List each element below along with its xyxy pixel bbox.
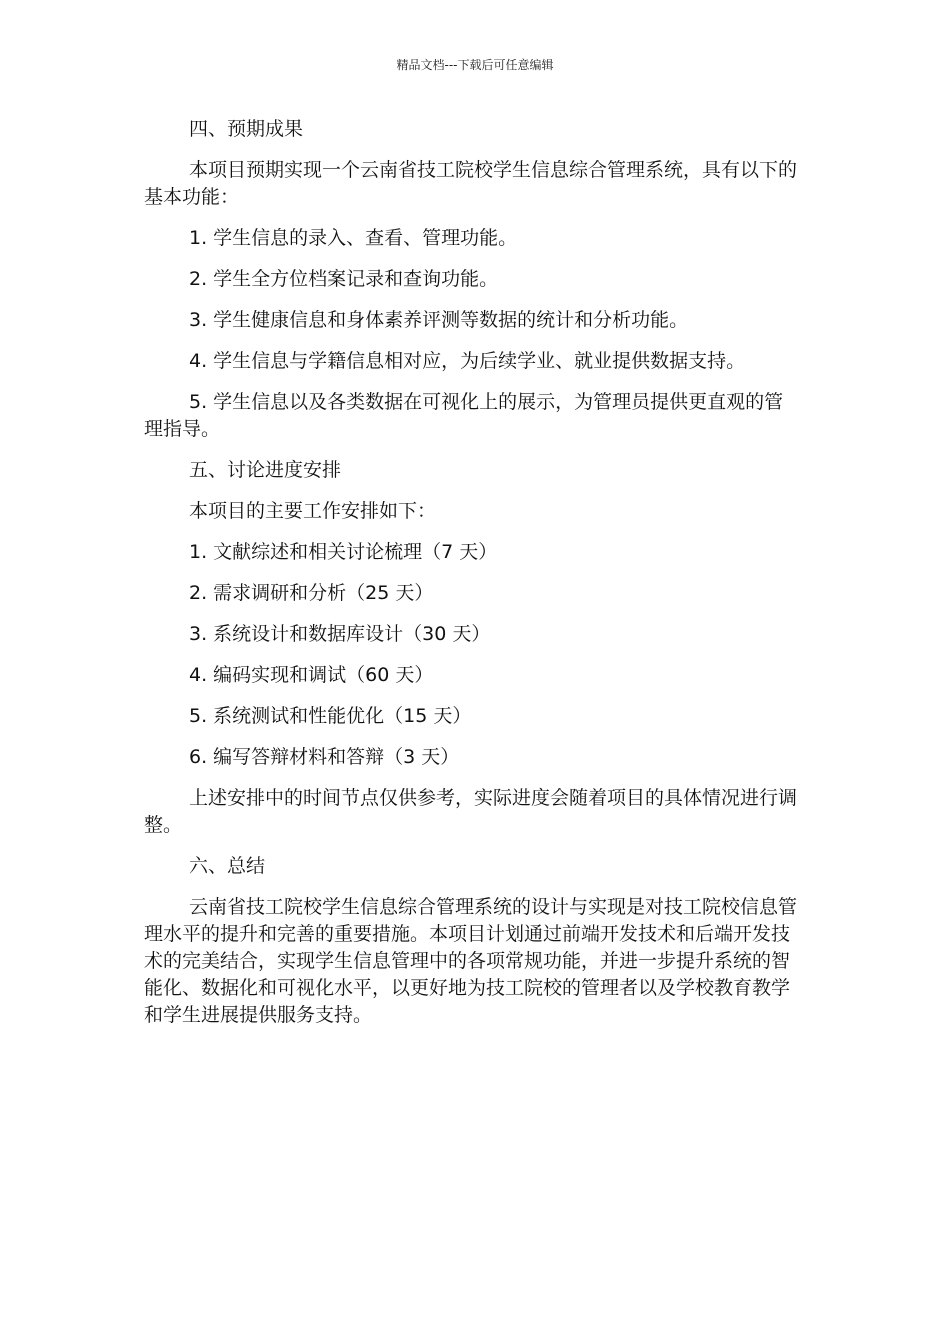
document-body (144, 116, 800, 1043)
section-heading-expected-results: 四、预期成果 (189, 118, 304, 140)
paragraph-summary: 云南省技工院校学生信息综合管理系统的设计与实现是对技工院校信息管理水平的提升和完善的重要措施。本项目计划通过前端开发技术和后端开发技术的完美结合，实现学生信息管理中的各项常规功能，并进一步提升系统的智能化、数据化和可视化水平，以更好地为技工院校的管理者以及学校教育教学和学生进展提供服务支持。 (144, 896, 798, 1026)
list-item-schedule-6: 6. 编写答辩材料和答辩（3 天） (189, 746, 460, 768)
section-heading-schedule: 五、讨论进度安排 (189, 459, 342, 481)
list-item-schedule-3: 3. 系统设计和数据库设计（30 天） (189, 623, 491, 645)
list-item-schedule-4: 4. 编码实现和调试（60 天） (189, 664, 434, 686)
page-header: 精品文档---下载后可任意编辑 (396, 58, 554, 72)
list-item-schedule-2: 2. 需求调研和分析（25 天） (189, 582, 434, 604)
list-item-function-4: 4. 学生信息与学籍信息相对应，为后续学业、就业提供数据支持。 (189, 350, 746, 372)
paragraph-schedule-intro: 本项目的主要工作安排如下： (189, 500, 437, 522)
list-item-function-3: 3. 学生健康信息和身体素养评测等数据的统计和分析功能。 (189, 309, 689, 331)
list-item-function-2: 2. 学生全方位档案记录和查询功能。 (189, 268, 499, 290)
paragraph-expected-intro: 本项目预期实现一个云南省技工院校学生信息综合管理系统，具有以下的基本功能： (144, 159, 798, 208)
section-heading-summary: 六、总结 (189, 855, 266, 877)
list-item-function-5: 5. 学生信息以及各类数据在可视化上的展示，为管理员提供更直观的管理指导。 (144, 391, 784, 440)
list-item-function-1: 1. 学生信息的录入、查看、管理功能。 (189, 227, 518, 249)
paragraph-schedule-note: 上述安排中的时间节点仅供参考，实际进度会随着项目的具体情况进行调整。 (144, 787, 798, 836)
list-item-schedule-1: 1. 文献综述和相关讨论梳理（7 天） (189, 541, 498, 563)
list-item-schedule-5: 5. 系统测试和性能优化（15 天） (189, 705, 472, 727)
